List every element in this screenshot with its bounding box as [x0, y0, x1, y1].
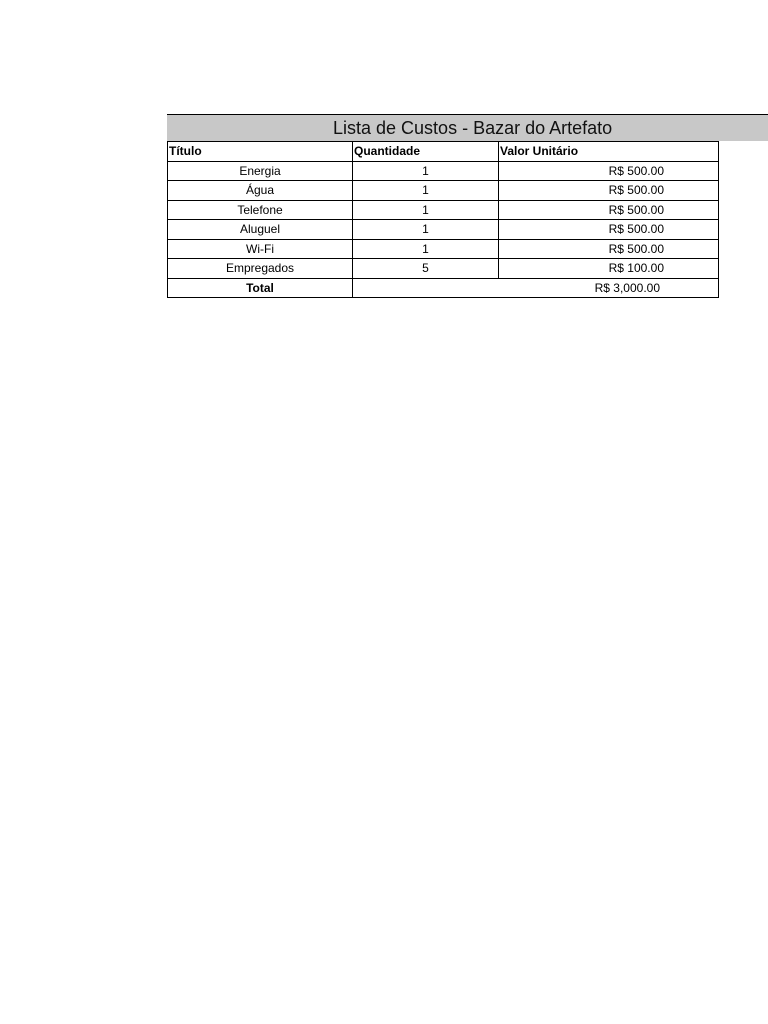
table-row — [168, 239, 719, 259]
cell-titulo[interactable]: Aluguel — [168, 220, 353, 240]
cell-titulo[interactable]: Wi-Fi — [168, 239, 353, 259]
header-quantidade[interactable]: Quantidade — [353, 142, 499, 162]
total-row — [168, 278, 719, 298]
cell-quantidade[interactable]: 1 — [353, 161, 499, 181]
cell-titulo[interactable]: Empregados — [168, 259, 353, 279]
cell-titulo[interactable]: Água — [168, 181, 353, 201]
total-label[interactable]: Total — [168, 278, 353, 298]
cell-quantidade[interactable]: 5 — [353, 259, 499, 279]
cell-quantidade[interactable]: 1 — [353, 181, 499, 201]
table-row — [168, 259, 719, 279]
cell-titulo[interactable]: Telefone — [168, 200, 353, 220]
table-row — [168, 181, 719, 201]
sheet-title: Lista de Custos - Bazar do Artefato — [333, 118, 613, 138]
cell-valor[interactable]: R$ 500.00 — [499, 200, 719, 220]
cell-quantidade[interactable]: 1 — [353, 200, 499, 220]
cell-valor[interactable]: R$ 500.00 — [499, 239, 719, 259]
cell-titulo[interactable]: Energia — [168, 161, 353, 181]
cell-valor[interactable]: R$ 500.00 — [499, 220, 719, 240]
header-row — [168, 142, 719, 162]
cost-table — [167, 141, 719, 298]
table-row — [168, 200, 719, 220]
cell-valor[interactable]: R$ 500.00 — [499, 181, 719, 201]
header-titulo[interactable]: Título — [168, 142, 353, 162]
cell-quantidade[interactable]: 1 — [353, 220, 499, 240]
cell-valor[interactable]: R$ 500.00 — [499, 161, 719, 181]
cell-quantidade[interactable]: 1 — [353, 239, 499, 259]
cell-valor[interactable]: R$ 100.00 — [499, 259, 719, 279]
total-value[interactable]: R$ 3,000.00 — [353, 278, 719, 298]
table-row — [168, 220, 719, 240]
table-row — [168, 161, 719, 181]
header-valor-unitario[interactable]: Valor Unitário — [499, 142, 719, 162]
